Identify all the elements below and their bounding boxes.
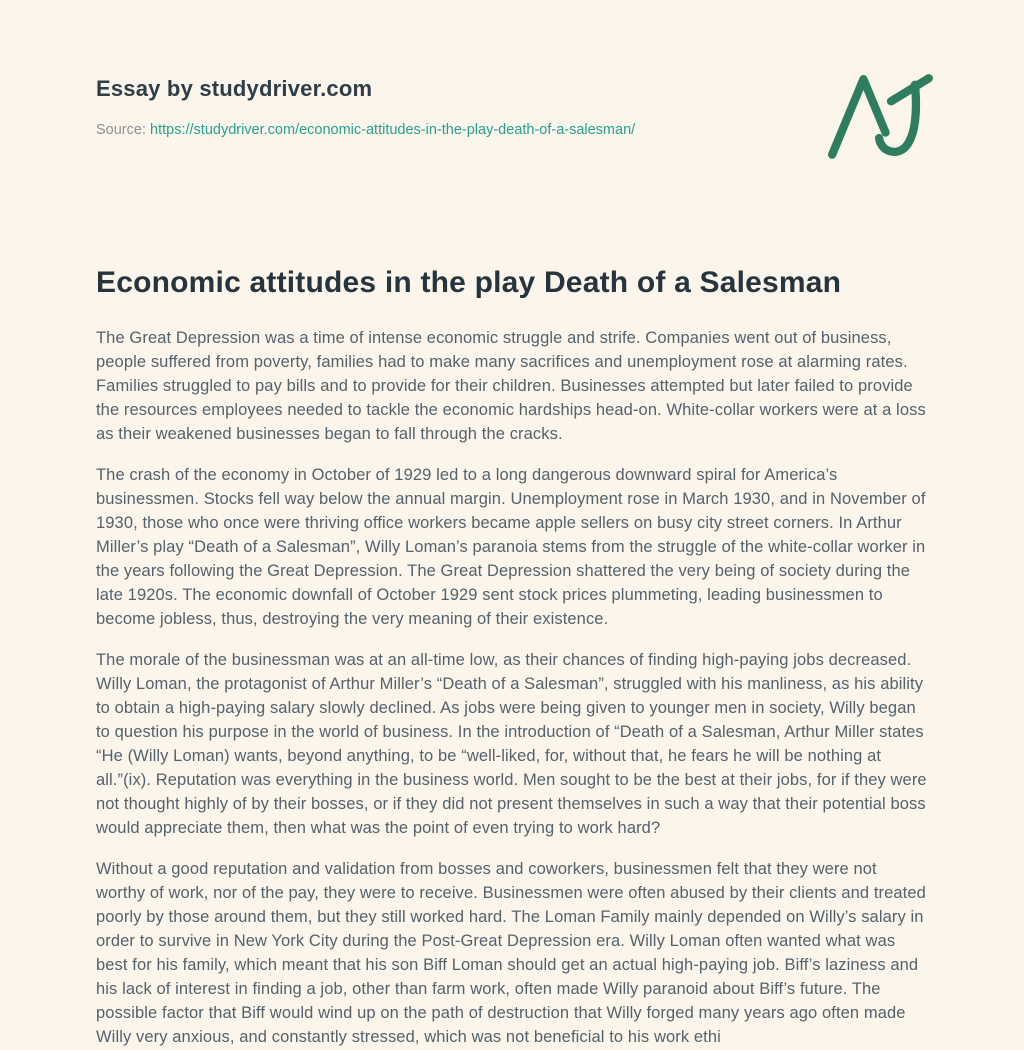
source-line <box>96 122 635 138</box>
byline: Essay by studydriver.com <box>96 76 373 101</box>
essay-paragraph-2: The crash of the economy in October of 1929 led to a long dangerous downward spiral for America’s businessmen. Stocks fell way below the annual margin. Unemployment rose in March 1930, and in November of 1930, those who once were thriving office workers became apple sellers on busy city street corners. In Arthur Miller’s play “Death of a Salesman”, Willy Loman’s paranoia stems from the struggle of the white-collar worker in the years following the Great Depression. The Great Depression shattered the very being of society during the late 1920s. The economic downfall of October 1929 sent stock prices plummeting, leading businessmen to become jobless, thus, destroying the very meaning of their existence. <box>96 466 926 628</box>
header-left <box>96 76 635 138</box>
essay-paragraph-3: The morale of the businessman was at an all-time low, as their chances of finding high-paying jobs decreased. Willy Loman, the protagonist of Arthur Miller’s “Death of a Salesman”, struggled with his manliness, as his ability to obtain a high-paying salary slowly declined. As jobs were being given to younger men in society, Willy began to question his purpose in the world of business. In the introduction of “Death of a Salesman, Arthur Miller states “He (Willy Loman) wants, beyond anything, to be “well-liked, for, without that, he fears he will be nothing at all.”(ix). Reputation was everything in the business world. Men sought to be the best at their jobs, for if they were not thought highly of by their bosses, or if they did not present themselves in such a way that their potential boss would appreciate them, then what was the point of even trying to work hard? <box>96 651 927 837</box>
essay-title: Economic attitudes in the play Death of a Salesman <box>96 266 842 299</box>
essay-paragraph-1: The Great Depression was a time of intense economic struggle and strife. Companies went out of business, people suffered from poverty, families had to make many sacrifices and unemployment rose at alarming rates. Families struggled to pay bills and to provide for their children. Businesses attempted but later failed to provide the resources employees needed to tackle the economic hardships head-on. White-collar workers were at a loss as their weakened businesses began to fall through the cracks. <box>96 329 926 443</box>
source-label: Source: <box>96 122 146 138</box>
header <box>96 0 928 162</box>
source-url-link[interactable]: https://studydriver.com/economic-attitudes-in-the-play-death-of-a-salesman/ <box>150 122 636 138</box>
essay-paragraph-4: Without a good reputation and validation from bosses and coworkers, businessmen felt that they were not worthy of work, nor of the pay, they were to receive. Businessmen were often abused by their clients and treated poorly by those around them, but they still worked hard. The Loman Family mainly depended on Willy’s salary in order to survive in New York City during the Post-Great Depression era. Willy Loman often wanted what was best for his family, which meant that his son Biff Loman should get an actual high-paying job. Biff’s laziness and his lack of interest in finding a job, other than farm work, often made Willy paranoid about Biff’s future. The possible factor that Biff would wind up on the path of destruction that Willy forged many years ago often made Willy very anxious, and constantly stressed, which was not beneficial to his work ethi <box>96 860 926 1046</box>
essay-content <box>96 264 928 1049</box>
studydriver-logo-glyph <box>824 70 936 162</box>
studydriver-logo-icon <box>824 70 936 162</box>
